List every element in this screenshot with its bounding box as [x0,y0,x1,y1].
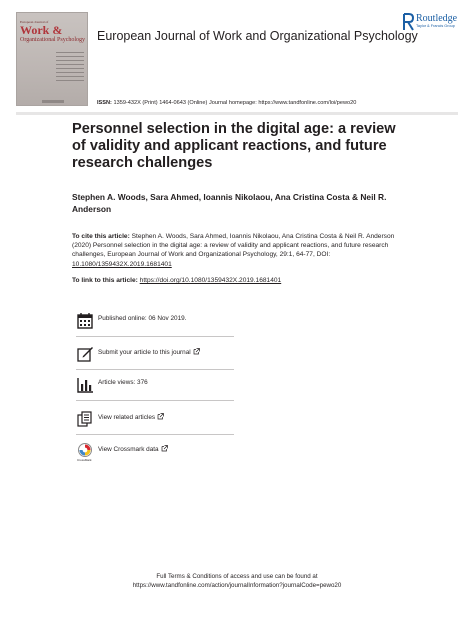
journal-cover-image [16,12,88,106]
terms-line: Full Terms & Conditions of access and use can be found at [156,573,318,580]
terms-footer [0,572,474,590]
article-doi-link[interactable]: https://doi.org/10.1080/1359432X.2019.1681401 [139,277,282,284]
bar-chart-icon [76,376,94,394]
external-link-icon [161,445,168,452]
journal-title[interactable]: European Journal of Work and Organizational Psychology [97,29,418,43]
terms-url-link[interactable]: https://www.tandfonline.com/action/journalInformation?journalCode=pewo20 [132,582,342,589]
crossmark-badge-text: CrossMark [77,458,92,462]
citation-text: Stephen A. Woods, Sara Ahmed, Ioannis Nikolaou, Ana Cristina Costa & Neil R. Anderson (2020) Personnel selection in the digital age: a review of validity and applicant reactions, and future research challenges, European Journal of Work and Organizational Psychology, 29:1, 64-77, DOI: [72,233,395,259]
published-row [76,310,234,340]
article-link-line [72,276,402,285]
publisher-name: Routledge [416,13,458,24]
row-divider [76,336,234,337]
crossmark-row[interactable] [76,440,234,470]
row-divider [76,369,234,370]
crossmark-label: View Crossmark data [98,446,159,453]
cover-small-text: European Journal of [20,20,49,24]
cover-footer-mark [42,100,64,103]
citation-block [72,232,402,269]
row-divider [76,400,234,401]
submit-article-row[interactable] [76,343,234,373]
external-link-icon [193,348,200,355]
row-divider [76,434,234,435]
article-link-label: To link to this article: [72,277,138,284]
related-articles-icon [76,410,94,428]
submit-article-label: Submit your article to this journal [98,349,191,356]
cover-decoration [56,52,84,84]
publisher-sub: Taylor & Francis Group [416,24,455,28]
article-title: Personnel selection in the digital age: a review of validity and applicant reactions, and future research challenges [72,121,396,171]
crossmark-link[interactable] [98,445,168,453]
edit-icon [76,345,94,363]
submit-article-link[interactable] [98,348,200,356]
citation-label: To cite this article: [72,233,130,240]
cover-org-text: Organizational Psychology [20,37,86,43]
issn-label: ISSN: [97,100,112,106]
article-views: Article views: 376 [98,379,148,386]
related-articles-row[interactable] [76,408,234,438]
issn-line[interactable] [97,100,356,106]
published-date: Published online: 06 Nov 2019. [98,315,187,322]
article-views-row [76,374,234,404]
external-link-icon [157,413,164,420]
cover-work-text: Work & [20,23,63,37]
citation-doi-link[interactable]: 10.1080/1359432X.2019.1681401 [72,260,172,268]
related-articles-link[interactable] [98,413,164,421]
header-divider [16,112,458,115]
related-articles-label: View related articles [98,414,156,421]
article-authors: Stephen A. Woods, Sara Ahmed, Ioannis Nikolaou, Ana Cristina Costa & Neil R. Anderson [72,192,387,214]
calendar-icon [76,312,94,330]
issn-text: 1359-432X (Print) 1464-0643 (Online) Journal homepage: https://www.tandfonline.com/loi/pewo20 [113,100,357,106]
routledge-logo-icon[interactable] [402,13,414,31]
